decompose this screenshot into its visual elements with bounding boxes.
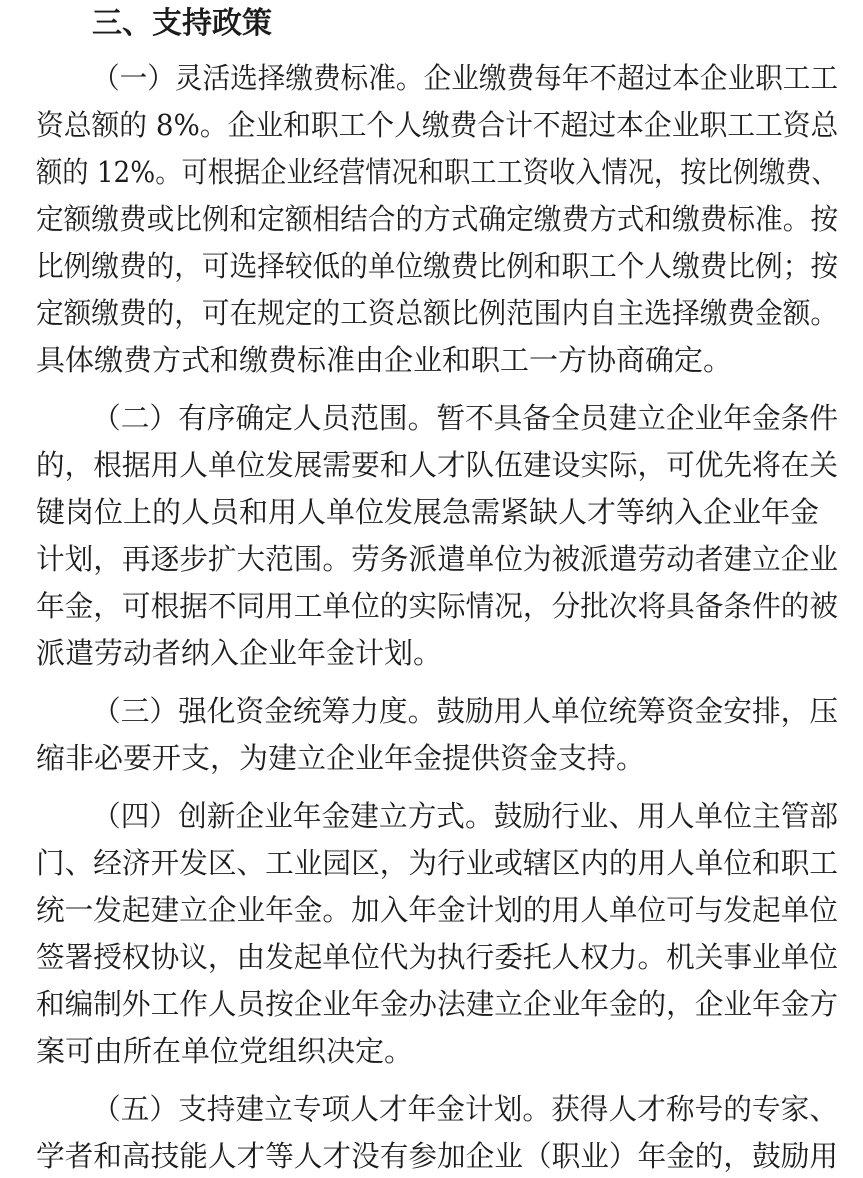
paragraph-1-line-1 (92, 58, 838, 98)
paragraph-3-line-2: 缩非必要开支，为建立企业年金提供资金支持。 (36, 741, 646, 775)
section-title: 三、支持政策 (92, 6, 272, 41)
paragraph-5-lead: （五）支持建立专项人才年金计划。 (92, 1092, 552, 1126)
paragraph-1-line-2: 资总额的 8%。企业和职工个人缴费合计不超过本企业职工工资总 (36, 108, 839, 142)
paragraph-1-line-6: 定额缴费的，可在规定的工资总额比例范围内自主选择缴费金额。 (36, 296, 839, 330)
paragraph-2-lead: （二）有序确定人员范围。 (92, 401, 437, 435)
paragraph-4-line-6: 案可由所在单位党组织决定。 (36, 1034, 414, 1068)
paragraph-4-lead: （四）创新企业年金建立方式。 (92, 799, 494, 833)
paragraph-2-line-2: 的，根据用人单位发展需要和人才队伍建设实际，可优先将在关 (36, 448, 839, 482)
paragraph-4-line-5: 和编制外工作人员按企业年金办法建立企业年金的，企业年金方 (36, 987, 839, 1021)
paragraph-1-text: 企业缴费每年不超过本企业职工工 (423, 61, 839, 95)
paragraph-2-line-6: 派遣劳动者纳入企业年金计划。 (36, 636, 443, 670)
paragraph-1-line-5: 比例缴费的，可选择较低的单位缴费比例和职工个人缴费比例；按 (36, 249, 839, 283)
paragraph-1-line-7: 具体缴费方式和缴费标准由企业和职工一方协商确定。 (36, 343, 733, 377)
paragraph-2-line-4: 计划，再逐步扩大范围。劳务派遣单位为被派遣劳动者建立企业 (36, 542, 839, 576)
paragraph-2-line-5: 年金，可根据不同用工单位的实际情况，分批次将具备条件的被 (36, 589, 839, 623)
paragraph-3-line-1 (92, 691, 838, 731)
paragraph-4-text: 鼓励行业、用人单位主管部 (493, 799, 839, 833)
paragraph-5-line-2: 学者和高技能人才等人才没有参加企业（职业）年金的，鼓励用 (36, 1139, 839, 1173)
paragraph-4-line-4: 签署授权协议，由发起单位代为执行委托人权力。机关事业单位 (36, 940, 839, 974)
paragraph-2-text: 暂不具备全员建立企业年金条件 (436, 401, 839, 435)
paragraph-1-lead: （一）灵活选择缴费标准。 (92, 61, 424, 95)
paragraph-4-line-3: 统一发起建立企业年金。加入年金计划的用人单位可与发起单位 (36, 893, 839, 927)
paragraph-3-lead: （三）强化资金统筹力度。 (92, 694, 437, 728)
paragraph-2-line-3: 键岗位上的人员和用人单位发展急需紧缺人才等纳入企业年金 (36, 495, 820, 529)
paragraph-1-line-3: 额的 12%。可根据企业经营情况和职工工资收入情况，按比例缴费、 (36, 155, 838, 189)
paragraph-4-line-1 (92, 796, 838, 836)
paragraph-4-line-2: 门、经济开发区、工业园区，为行业或辖区内的用人单位和职工 (36, 846, 839, 880)
paragraph-1-line-4: 定额缴费或比例和定额相结合的方式确定缴费方式和缴费标准。按 (36, 202, 839, 236)
paragraph-2-line-1 (92, 398, 838, 438)
paragraph-5-line-1 (92, 1089, 838, 1129)
paragraph-5-text: 获得人才称号的专家、 (551, 1092, 839, 1126)
paragraph-3-text: 鼓励用人单位统筹资金安排，压 (436, 694, 839, 728)
